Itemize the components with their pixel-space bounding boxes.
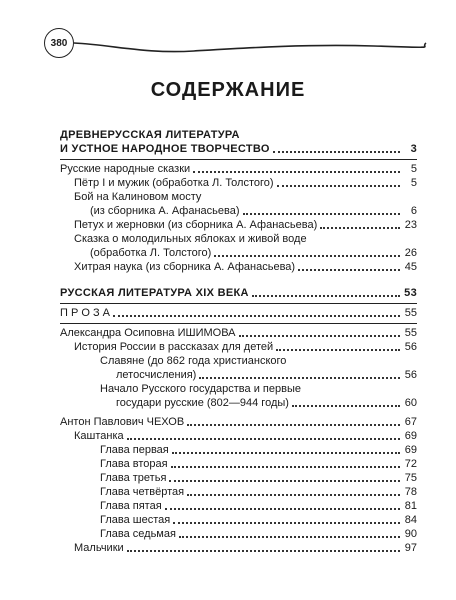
toc-entry[interactable] <box>60 232 417 260</box>
leader-dots <box>276 340 400 351</box>
toc-entry-title: Начало Русского государства и первые <box>100 383 301 395</box>
toc-entry[interactable] <box>60 471 417 485</box>
toc-entry-title: Хитрая наука (из сборника А. Афанасьева) <box>74 261 296 273</box>
toc-entry[interactable] <box>60 354 417 382</box>
page-number: 380 <box>50 37 68 49</box>
leader-dots <box>179 527 400 538</box>
toc-entry[interactable] <box>60 527 417 541</box>
leader-dots <box>193 162 400 173</box>
toc-page-number: 75 <box>404 472 417 484</box>
section-divider <box>60 159 417 160</box>
leader-dots <box>169 471 400 482</box>
toc-entry[interactable] <box>60 485 417 499</box>
toc-entry[interactable] <box>60 176 417 190</box>
leader-dots <box>252 286 400 297</box>
page-title: СОДЕРЖАНИЕ <box>150 79 306 101</box>
leader-dots <box>127 429 400 440</box>
leader-dots <box>187 415 400 426</box>
leader-dots <box>113 306 400 317</box>
toc-page-number: 81 <box>404 500 417 512</box>
page-number-badge <box>44 28 74 58</box>
leader-dots <box>171 457 400 468</box>
section-divider <box>60 323 417 324</box>
toc-page-number: 55 <box>404 307 417 319</box>
toc-entry-title: Славяне (до 862 года христианского <box>100 355 287 367</box>
toc-entry-title: Глава первая <box>100 444 169 456</box>
leader-dots <box>320 218 400 229</box>
table-of-contents <box>60 128 417 555</box>
toc-page-number: 45 <box>404 261 417 273</box>
toc-entry-title: Сказка о молодильных яблоках и живой воде <box>74 233 307 245</box>
toc-page-number: 23 <box>404 219 417 231</box>
leader-dots <box>292 396 400 407</box>
toc-entry-title: Петух и жерновки (из сборника А. Афанасьева) <box>74 219 318 231</box>
leader-dots <box>214 246 400 257</box>
leader-dots <box>273 142 400 153</box>
page-header <box>0 28 456 68</box>
toc-page-number: 97 <box>404 542 417 554</box>
toc-entry-title: Пётр I и мужик (обработка Л. Толстого) <box>74 177 274 189</box>
leader-dots <box>165 499 400 510</box>
toc-page-number: 60 <box>404 397 417 409</box>
toc-page-number: 5 <box>410 163 417 175</box>
toc-entry-title: Глава шестая <box>100 514 171 526</box>
toc-page-number: 90 <box>404 528 417 540</box>
decorative-wave-line <box>74 28 434 58</box>
section-spacer <box>60 279 417 286</box>
toc-section-entry[interactable] <box>60 128 417 156</box>
leader-dots <box>199 368 400 379</box>
toc-page-number: 26 <box>404 247 417 259</box>
leader-dots <box>277 176 400 187</box>
toc-entry[interactable] <box>60 190 417 218</box>
leader-dots <box>239 326 400 337</box>
toc-entry-title: государи русские (802—944 годы) <box>116 397 289 409</box>
toc-entry-title: РУССКАЯ ЛИТЕРАТУРА XIX ВЕКА <box>60 287 249 299</box>
toc-page-number: 56 <box>404 341 417 353</box>
toc-page-number: 3 <box>410 143 417 155</box>
toc-entry[interactable] <box>60 513 417 527</box>
toc-entry[interactable] <box>60 443 417 457</box>
toc-entry-title: ДРЕВНЕРУССКАЯ ЛИТЕРАТУРА <box>60 129 240 141</box>
toc-entry[interactable] <box>60 340 417 354</box>
toc-entry-title: Русские народные сказки <box>60 163 191 175</box>
toc-entry-title: Глава пятая <box>100 500 162 512</box>
toc-entry-title: Глава четвёртая <box>100 486 185 498</box>
toc-entry[interactable] <box>60 382 417 410</box>
toc-page-number: 56 <box>404 369 417 381</box>
toc-entry[interactable] <box>60 260 417 274</box>
toc-entry[interactable] <box>60 429 417 443</box>
toc-entry[interactable] <box>60 306 417 320</box>
toc-entry[interactable] <box>60 326 417 340</box>
toc-entry-title: Мальчики <box>74 542 124 554</box>
toc-entry-title: Бой на Калиновом мосту <box>74 191 202 203</box>
toc-entry-title: История России в рассказах для детей <box>74 341 274 353</box>
toc-page-number: 5 <box>410 177 417 189</box>
toc-entry[interactable] <box>60 499 417 513</box>
leader-dots <box>127 541 400 552</box>
toc-page-number: 6 <box>410 205 417 217</box>
toc-entry-title: (обработка Л. Толстого) <box>90 247 212 259</box>
toc-section-entry[interactable] <box>60 286 417 300</box>
toc-entry-title: Глава седьмая <box>100 528 176 540</box>
toc-page-number: 69 <box>404 444 417 456</box>
toc-page-number: 55 <box>404 327 417 339</box>
toc-page-number: 67 <box>404 416 417 428</box>
toc-page-number: 72 <box>404 458 417 470</box>
toc-entry-title: Глава третья <box>100 472 167 484</box>
toc-entry[interactable] <box>60 415 417 429</box>
toc-entry-title: летосчисления) <box>116 369 197 381</box>
toc-page-number: 53 <box>404 287 417 299</box>
toc-entry-title: Глава вторая <box>100 458 168 470</box>
toc-entry-title: П Р О З А <box>60 307 111 319</box>
toc-page-number: 78 <box>404 486 417 498</box>
toc-entry-title: Александра Осиповна ИШИМОВА <box>60 327 236 339</box>
toc-entry-title: (из сборника А. Афанасьева) <box>90 205 240 217</box>
toc-entry-title: И УСТНОЕ НАРОДНОЕ ТВОРЧЕСТВО <box>60 143 270 155</box>
leader-dots <box>172 443 400 454</box>
toc-entry-title: Каштанка <box>74 430 124 442</box>
leader-dots <box>173 513 400 524</box>
leader-dots <box>243 204 400 215</box>
leader-dots <box>298 260 400 271</box>
toc-entry[interactable] <box>60 218 417 232</box>
leader-dots <box>187 485 400 496</box>
toc-entry-title: Антон Павлович ЧЕХОВ <box>60 416 185 428</box>
toc-entry[interactable] <box>60 162 417 176</box>
toc-entry[interactable] <box>60 457 417 471</box>
section-divider <box>60 303 417 304</box>
toc-entry[interactable] <box>60 541 417 555</box>
toc-page-number: 69 <box>404 430 417 442</box>
toc-page-number: 84 <box>404 514 417 526</box>
